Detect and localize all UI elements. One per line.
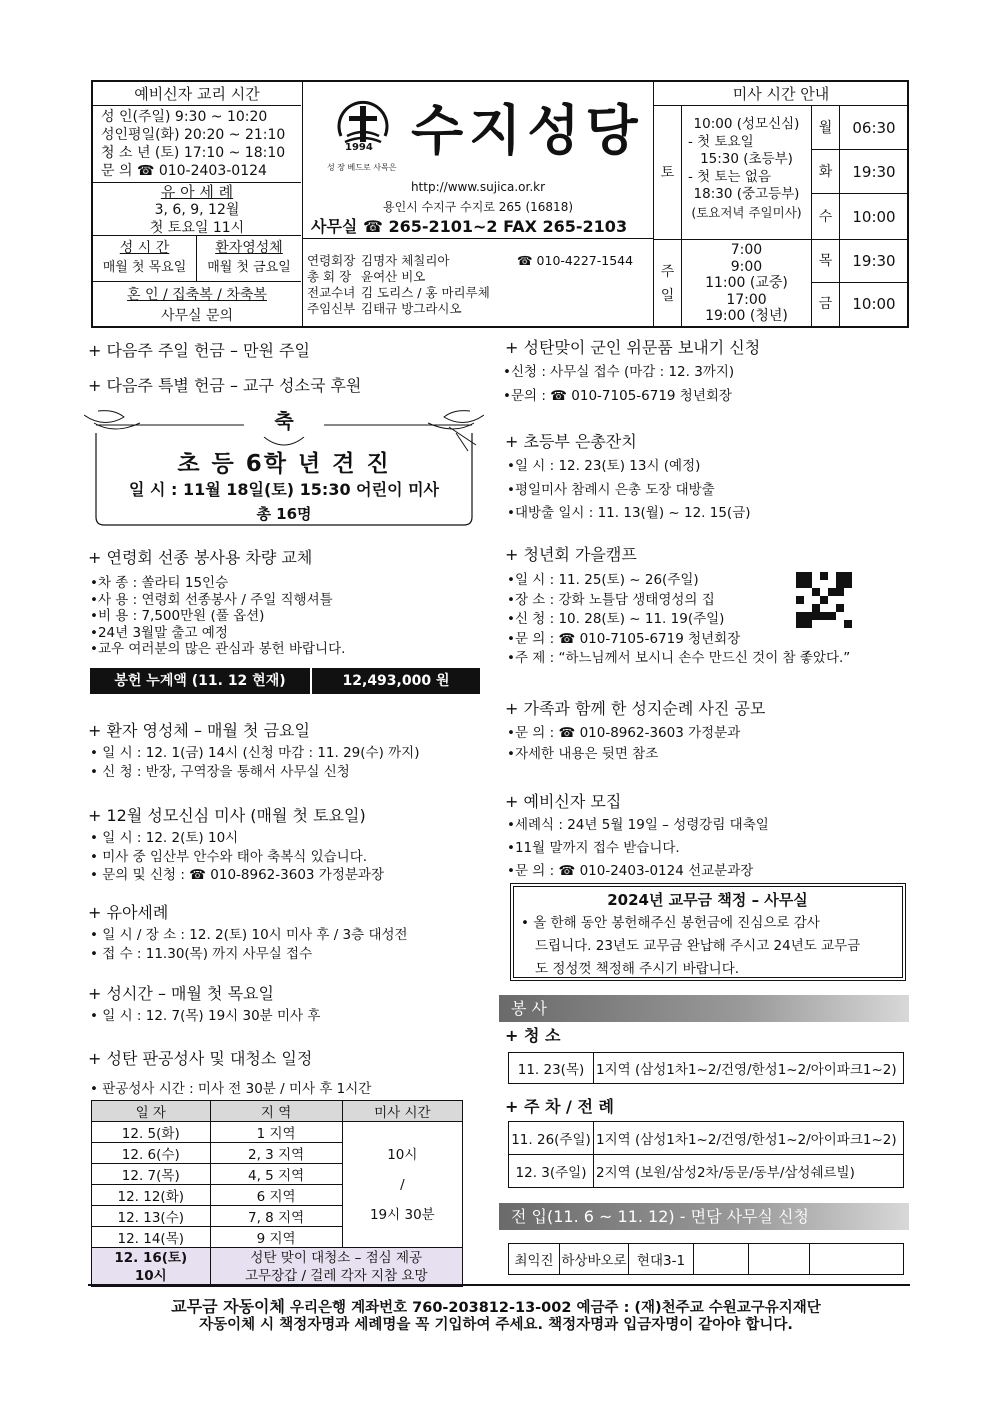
weekday-time: 10:00 bbox=[852, 208, 896, 226]
weekday-masses bbox=[812, 106, 908, 326]
penance-mass-time bbox=[342, 1122, 462, 1248]
table-header: 지 역 bbox=[210, 1101, 342, 1122]
weekday-row bbox=[812, 106, 908, 150]
staff-name: 김 도리스 / 홍 마리루체 bbox=[361, 285, 490, 300]
wedding-box bbox=[93, 282, 301, 326]
wedding-value: 사무실 문의 bbox=[160, 308, 234, 324]
congrats-date: 일 시 : 11월 18일(토) 15:30 어린이 미사 bbox=[128, 480, 440, 499]
staff-box bbox=[303, 238, 653, 326]
weekday-row bbox=[812, 194, 908, 240]
weekday-time: 19:30 bbox=[852, 252, 896, 270]
soldiers-list bbox=[503, 360, 734, 408]
staff-role: 주임신부 bbox=[307, 301, 356, 316]
penance-area: 1 지역 bbox=[210, 1122, 342, 1143]
parish-name: 수지성당 bbox=[411, 99, 644, 162]
congrats-title: 초 등 6학 년 견 진 bbox=[177, 451, 391, 477]
footer-divider bbox=[88, 1284, 910, 1286]
holy-hour-box bbox=[93, 236, 197, 282]
header-left-column bbox=[93, 82, 303, 326]
holy-hour-title: + 성시간 – 매월 첫 목요일 bbox=[88, 984, 274, 1003]
penance-area: 4, 5 지역 bbox=[210, 1164, 342, 1185]
mass-line: 10:00 (성모신심) bbox=[693, 116, 800, 132]
weekday-time: 19:30 bbox=[852, 163, 896, 181]
list-item: •자세한 내용은 뒷면 참조 bbox=[507, 746, 659, 762]
staff-row bbox=[307, 301, 651, 317]
weekday-row bbox=[812, 283, 908, 326]
transfer-table bbox=[508, 1243, 904, 1275]
mass-sunday-label bbox=[654, 240, 682, 326]
parking-date: 12. 3(주일) bbox=[509, 1155, 594, 1188]
header-middle-column bbox=[303, 82, 653, 326]
weekday-time: 06:30 bbox=[852, 119, 896, 137]
catechism-line: 문 의 ☎ 010-2403-0124 bbox=[101, 163, 267, 179]
list-item: •신청 : 사무실 접수 (마감 : 12. 3까지) bbox=[503, 364, 735, 380]
transfer-cell bbox=[694, 1244, 749, 1275]
mass-sunday-char: 주 bbox=[660, 264, 675, 280]
weekday-row bbox=[812, 150, 908, 194]
list-item: • 문의 및 신청 : ☎ 010-8962-3603 가정분과장 bbox=[90, 867, 384, 883]
list-item: •일 시 : 11. 25(토) ~ 26(주일) bbox=[507, 572, 699, 588]
list-item: •장 소 : 강화 노틀담 생태영성의 집 bbox=[507, 591, 715, 608]
transfer-cell: 최익진 bbox=[509, 1244, 560, 1275]
penance-note: • 판공성사 시간 : 미사 전 30분 / 미사 후 1시간 bbox=[90, 1081, 372, 1097]
service-section-bar: 봉 사 bbox=[499, 995, 909, 1022]
penance-date: 12. 7(목) bbox=[92, 1164, 211, 1185]
penance-date: 12. 6(수) bbox=[92, 1143, 211, 1164]
infant-baptism-title: + 유아세례 bbox=[88, 903, 169, 922]
table-row bbox=[509, 1244, 904, 1275]
mass-sunday-times bbox=[682, 240, 812, 326]
weekday-day: 화 bbox=[812, 150, 840, 194]
list-item: • 일 시 : 12. 7(목) 19시 30분 미사 후 bbox=[90, 1008, 321, 1024]
list-item: • 미사 중 임산부 안수와 태아 축복식 있습니다. bbox=[90, 848, 368, 865]
confirmation-announcement bbox=[84, 405, 484, 529]
mass-line: 19:00 (청년) bbox=[705, 308, 788, 324]
table-header: 미사 시간 bbox=[342, 1101, 462, 1122]
cleaning-table bbox=[508, 1052, 904, 1084]
sick-communion-title: 환자영성체 bbox=[215, 240, 283, 256]
mass-line: 9:00 bbox=[730, 258, 763, 275]
infant-baptism-line: 3, 6, 9, 12월 bbox=[154, 202, 240, 218]
logo-caption: 성 장 베드로 사목은 bbox=[327, 163, 397, 172]
vehicle-title: + 연령회 선종 봉사용 차량 교체 bbox=[88, 548, 313, 567]
list-item: • 일 시 : 12. 2(토) 10시 bbox=[90, 830, 239, 846]
pledge-line: • 올 한해 동안 봉헌해주신 봉헌금에 진심으로 감사 bbox=[521, 915, 820, 931]
penance-area: 2, 3 지역 bbox=[210, 1143, 342, 1164]
penance-area: 6 지역 bbox=[210, 1185, 342, 1206]
list-item: •문의 : ☎ 010-7105-6719 청년회장 bbox=[503, 388, 732, 404]
table-row bbox=[509, 1122, 904, 1155]
table-row bbox=[509, 1053, 904, 1084]
staff-name: 김명자 체칠리아 bbox=[361, 253, 450, 268]
staff-row bbox=[307, 253, 651, 269]
infant-baptism-box bbox=[93, 182, 301, 236]
list-item: •세례식 : 24년 5월 19일 – 성령강림 대축일 bbox=[507, 817, 769, 833]
transfer-cell: 현대3-1 bbox=[629, 1244, 694, 1275]
parish-url[interactable]: http://www.sujica.or.kr bbox=[410, 180, 546, 194]
transfer-cell bbox=[810, 1244, 904, 1275]
logo-year: 1994 bbox=[345, 142, 373, 153]
parking-date: 11. 26(주일) bbox=[509, 1122, 594, 1155]
youth-camp-title: + 청년회 가을캠프 bbox=[505, 545, 637, 564]
marian-mass-title: + 12월 성모신심 미사 (매월 첫 토요일) bbox=[88, 806, 366, 825]
mass-sunday-char: 일 bbox=[660, 288, 675, 304]
list-item: •24년 3월말 출고 예정 bbox=[90, 624, 228, 641]
photo-contest-title: + 가족과 함께 한 성지순례 사진 공모 bbox=[505, 699, 766, 718]
congrats-count: 총 16명 bbox=[256, 505, 312, 523]
soldiers-title: + 성탄맞이 군인 위문품 보내기 신청 bbox=[505, 338, 761, 357]
staff-name: 윤여산 비오 bbox=[361, 269, 426, 284]
list-item: •대방출 일시 : 11. 13(월) ~ 12. 15(금) bbox=[507, 505, 751, 521]
catechism-line: 성 인(주일) 9:30 ~ 10:20 bbox=[101, 109, 268, 125]
children-title: + 초등부 은총잔치 bbox=[505, 432, 637, 451]
list-item: •11월 말까지 접수 받습니다. bbox=[507, 840, 680, 856]
cleaning-area: 1지역 (삼성1차1~2/건영/한성1~2/아이파크1~2) bbox=[594, 1053, 904, 1084]
cleaning-date-line: 10시 bbox=[134, 1268, 167, 1284]
parking-title: + 주 차 / 전 례 bbox=[505, 1097, 614, 1116]
list-item: • 신 청 : 반장, 구역장을 통해서 사무실 신청 bbox=[90, 764, 350, 780]
list-item: •주 제 : “하느님께서 보시니 손수 만드신 것이 참 좋았다.” bbox=[507, 650, 851, 666]
list-item: •비 용 : 7,500만원 (풀 옵션) bbox=[90, 608, 265, 624]
list-item: • 일 시 : 12. 1(금) 14시 (신청 마감 : 11. 29(수) 까지) bbox=[90, 745, 420, 761]
mass-line: (토요저녁 주일미사) bbox=[691, 204, 802, 220]
office-phone: 사무실 ☎ 265-2101~2 FAX 265-2103 bbox=[311, 217, 628, 236]
pledge-title: 2024년 교무금 책정 – 사무실 bbox=[607, 891, 808, 909]
holy-hour-value: 매월 첫 목요일 bbox=[102, 260, 187, 275]
offering-total-bar bbox=[90, 668, 480, 694]
catechism-title: 예비신자 교리 시간 bbox=[93, 82, 301, 106]
cleaning-date bbox=[92, 1248, 211, 1287]
catechism-lines bbox=[101, 108, 301, 180]
offering-total-label: 봉헌 누계액 (11. 12 현재) bbox=[90, 668, 312, 694]
vehicle-list bbox=[90, 575, 345, 658]
sick-communion-box bbox=[197, 236, 301, 282]
cleaning-date: 11. 23(목) bbox=[509, 1053, 594, 1084]
list-item: •일 시 : 12. 23(토) 13시 (예정) bbox=[507, 458, 701, 474]
list-item: •평일미사 참례시 은총 도장 대방출 bbox=[507, 481, 715, 498]
staff-role: 연령회장 bbox=[307, 253, 356, 268]
wedding-title: 혼 인 / 집축복 / 차축복 bbox=[127, 287, 267, 303]
holy-hour-title: 성 시 간 bbox=[119, 240, 170, 256]
offering-total-value: 12,493,000 원 bbox=[342, 673, 450, 689]
sick-communion-value: 매월 첫 금요일 bbox=[207, 260, 291, 275]
pledge-text bbox=[521, 912, 901, 981]
cleaning-desc-line: 성탄 맞이 대청소 – 점심 제공 bbox=[250, 1250, 423, 1266]
staff-role: 총 회 장 bbox=[307, 269, 352, 284]
footer-autopay-label: 교무금 자동이체 bbox=[171, 1297, 285, 1316]
mass-title: 미사 시간 안내 bbox=[654, 82, 908, 106]
penance-date: 12. 13(수) bbox=[92, 1206, 211, 1227]
weekday-day: 수 bbox=[812, 194, 840, 240]
list-item: •문 의 : ☎ 010-7105-6719 청년회장 bbox=[507, 630, 741, 647]
transfer-cell bbox=[749, 1244, 810, 1275]
parish-address: 용인시 수지구 수지로 265 (16818) bbox=[382, 200, 574, 214]
mass-line: 7:00 bbox=[730, 242, 763, 258]
list-item: •신 청 : 10. 28(토) ~ 11. 19(주일) bbox=[507, 611, 725, 627]
list-item: • 접 수 : 11.30(목) 까지 사무실 접수 bbox=[90, 946, 313, 962]
table-header: 일 자 bbox=[92, 1101, 211, 1122]
transfer-section-bar: 전 입(11. 6 ~ 11. 12) - 면담 사무실 신청 bbox=[499, 1203, 909, 1230]
staff-row bbox=[307, 285, 651, 301]
cleaning-desc bbox=[210, 1248, 463, 1287]
penance-title: + 성탄 판공성사 및 대청소 일정 bbox=[88, 1049, 313, 1068]
mass-line: 11:00 (교중) bbox=[705, 275, 788, 291]
mass-line: 18:30 (중고등부) bbox=[693, 186, 800, 202]
infant-baptism-list bbox=[90, 926, 408, 964]
list-item: •사 용 : 연령회 선종봉사 / 주일 직행셔틀 bbox=[90, 591, 333, 608]
pledge-line: 드립니다. 23년도 교무금 완납해 주시고 24년도 교무금 bbox=[535, 938, 861, 954]
parking-area: 2지역 (보원/삼성2차/동문/동부/삼성쉐르빌) bbox=[594, 1155, 904, 1188]
mass-line: - 첫 토요일 bbox=[688, 133, 754, 150]
parish-header bbox=[91, 80, 909, 328]
next-sunday-offering: + 다음주 주일 헌금 – 만원 주일 bbox=[88, 341, 310, 360]
list-item: •차 종 : 쏠라티 15인승 bbox=[90, 575, 229, 591]
pledge-box bbox=[510, 883, 906, 981]
staff-role: 전교수녀 bbox=[307, 285, 356, 300]
cleaning-title: + 청 소 bbox=[505, 1026, 561, 1045]
transfer-cell: 하상바오로 bbox=[560, 1244, 629, 1275]
penance-area: 7, 8 지역 bbox=[210, 1206, 342, 1227]
parish-logo bbox=[327, 96, 397, 176]
list-item: •교우 여러분의 많은 관심과 봉헌 바랍니다. bbox=[90, 641, 346, 657]
sick-communion-title: + 환자 영성체 – 매월 첫 금요일 bbox=[88, 721, 310, 740]
mass-time-line: / bbox=[400, 1176, 405, 1193]
penance-date: 12. 14(목) bbox=[92, 1227, 211, 1248]
footer-line-2: 자동이체 시 책정자명과 세례명을 꼭 기입하여 주세요. 책정자명과 입금자명이 같아야 합니다. bbox=[199, 1317, 793, 1333]
staff-phone: ☎ 010-4227-1544 bbox=[517, 253, 634, 268]
catechumen-title: + 예비신자 모집 bbox=[505, 792, 622, 811]
table-row bbox=[509, 1155, 904, 1188]
weekday-day: 금 bbox=[812, 283, 840, 326]
special-offering: + 다음주 특별 헌금 – 교구 성소국 후원 bbox=[88, 376, 362, 395]
holy-hour-list bbox=[90, 1007, 320, 1026]
table-row bbox=[92, 1248, 463, 1287]
list-item: • 일 시 / 장 소 : 12. 2(토) 10시 미사 후 / 3층 대성전 bbox=[90, 927, 408, 943]
cleaning-desc-line: 고무장갑 / 걸레 각자 지참 요망 bbox=[245, 1268, 428, 1284]
cleaning-date-line: 12. 16(토) bbox=[114, 1250, 188, 1266]
weekday-time: 10:00 bbox=[852, 295, 896, 313]
children-list bbox=[507, 455, 751, 526]
infant-baptism-title: 유 아 세 례 bbox=[160, 183, 234, 201]
weekday-day: 목 bbox=[812, 240, 840, 283]
congrats-badge: 축 bbox=[274, 409, 294, 433]
penance-schedule-table bbox=[91, 1100, 463, 1287]
mass-time-line: 19시 30분 bbox=[369, 1206, 435, 1223]
staff-name: 김태규 방그라시오 bbox=[361, 301, 462, 316]
table-row bbox=[92, 1122, 463, 1143]
staff-row bbox=[307, 269, 651, 285]
catechism-line: 청 소 년 (토) 17:10 ~ 18:10 bbox=[101, 145, 286, 161]
list-item: •문 의 : ☎ 010-8962-3603 가정분과 bbox=[507, 725, 741, 741]
penance-date: 12. 5(화) bbox=[92, 1122, 211, 1143]
qr-code-icon[interactable] bbox=[796, 572, 852, 628]
weekday-row bbox=[812, 240, 908, 283]
mass-line: 15:30 (초등부) bbox=[700, 151, 793, 167]
mass-time-line: 10시 bbox=[387, 1146, 418, 1163]
marian-mass-list bbox=[90, 829, 384, 885]
footer-account: 우리은행 계좌번호 760-203812-13-002 예금주 : (재)천주교 수원교구유지재단 bbox=[290, 1300, 821, 1316]
pledge-line: 도 정성껏 책정해 주시기 바랍니다. bbox=[535, 961, 740, 977]
mass-line: 17:00 bbox=[726, 291, 767, 308]
sick-communion-list bbox=[90, 744, 420, 782]
penance-date: 12. 12(화) bbox=[92, 1185, 211, 1206]
parking-area: 1지역 (삼성1차1~2/건영/한성1~2/아이파크1~2) bbox=[594, 1122, 904, 1155]
catechumen-list bbox=[507, 814, 769, 883]
list-item: •문 의 : ☎ 010-2403-0124 선교분과장 bbox=[507, 863, 754, 879]
weekday-day: 월 bbox=[812, 106, 840, 150]
catechism-line: 성인평일(화) 20:20 ~ 21:10 bbox=[101, 127, 286, 143]
mass-schedule bbox=[653, 82, 907, 326]
mass-line: - 첫 토는 없음 bbox=[688, 168, 771, 185]
penance-area: 9 지역 bbox=[210, 1227, 342, 1248]
photo-contest-list bbox=[507, 723, 740, 765]
parking-table bbox=[508, 1121, 904, 1188]
mass-saturday-times bbox=[682, 106, 812, 240]
mass-saturday-label: 토 bbox=[654, 106, 682, 240]
infant-baptism-line: 첫 토요일 11시 bbox=[149, 220, 245, 236]
